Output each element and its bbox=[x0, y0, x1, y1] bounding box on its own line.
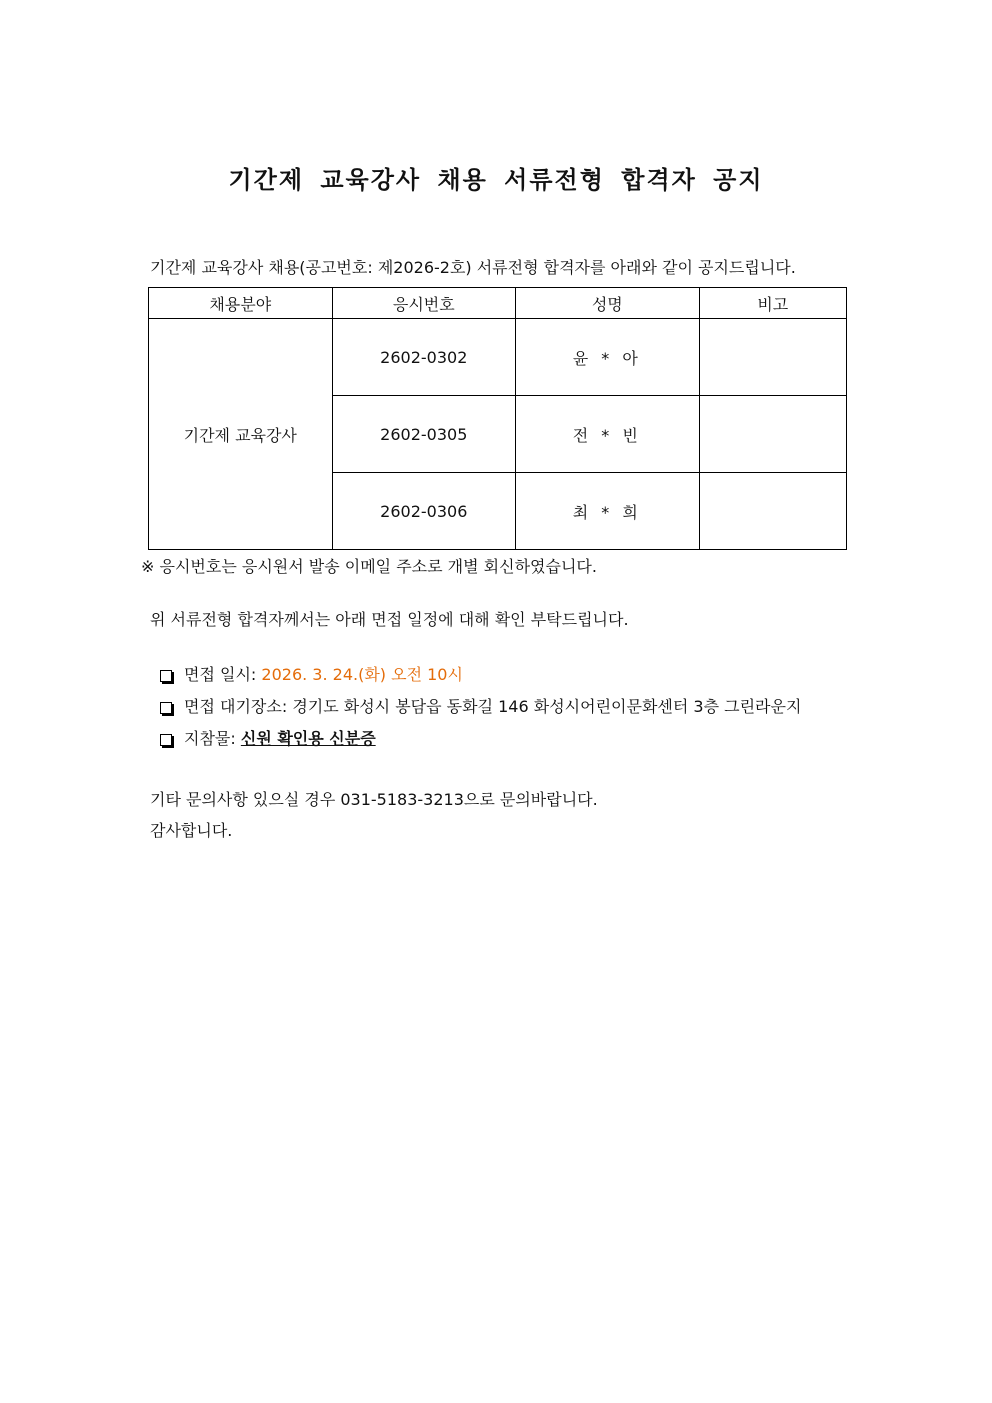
list-item bbox=[160, 723, 801, 755]
header-number: 응시번호 bbox=[332, 288, 516, 319]
remark-cell bbox=[699, 473, 846, 550]
header-field: 채용분야 bbox=[149, 288, 333, 319]
number-cell: 2602-0305 bbox=[332, 396, 516, 473]
checkbox-icon bbox=[160, 670, 172, 682]
name-cell: 최 * 희 bbox=[516, 473, 700, 550]
remark-cell bbox=[699, 319, 846, 396]
place-value: 경기도 화성시 봉담읍 동화길 146 화성시어린이문화센터 3층 그린라운지 bbox=[292, 697, 802, 716]
header-remark: 비고 bbox=[699, 288, 846, 319]
thanks-text: 감사합니다. bbox=[150, 821, 233, 840]
table-header-row bbox=[149, 288, 847, 319]
name-cell: 윤 * 아 bbox=[516, 319, 700, 396]
checkbox-icon bbox=[160, 702, 172, 714]
items-value: 신원 확인용 신분증 bbox=[240, 729, 376, 748]
table-row bbox=[149, 319, 847, 396]
header-name: 성명 bbox=[516, 288, 700, 319]
items-label: 지참물: bbox=[184, 729, 236, 748]
note-text: ※ 응시번호는 응시원서 발송 이메일 주소로 개별 회신하였습니다. bbox=[141, 557, 597, 576]
place-label: 면접 대기장소: bbox=[184, 697, 288, 716]
page-title: 기간제 교육강사 채용 서류전형 합격자 공지 bbox=[228, 166, 764, 194]
datetime-value: 2026. 3. 24.(화) 오전 10시 bbox=[261, 665, 463, 684]
remark-cell bbox=[699, 396, 846, 473]
intro-text: 기간제 교육강사 채용(공고번호: 제2026-2호) 서류전형 합격자를 아래와 같이 공지드립니다. bbox=[150, 258, 796, 277]
confirm-text: 위 서류전형 합격자께서는 아래 면접 일정에 대해 확인 부탁드립니다. bbox=[150, 610, 629, 629]
result-table bbox=[148, 287, 847, 550]
datetime-label: 면접 일시: bbox=[184, 665, 257, 684]
contact-text: 기타 문의사항 있으실 경우 031-5183-3213으로 문의바랍니다. bbox=[150, 790, 598, 809]
name-cell: 전 * 빈 bbox=[516, 396, 700, 473]
list-item bbox=[160, 691, 801, 723]
checkbox-icon bbox=[160, 734, 172, 746]
interview-info-list bbox=[160, 659, 801, 755]
field-cell: 기간제 교육강사 bbox=[149, 319, 333, 550]
list-item bbox=[160, 659, 801, 691]
number-cell: 2602-0302 bbox=[332, 319, 516, 396]
number-cell: 2602-0306 bbox=[332, 473, 516, 550]
